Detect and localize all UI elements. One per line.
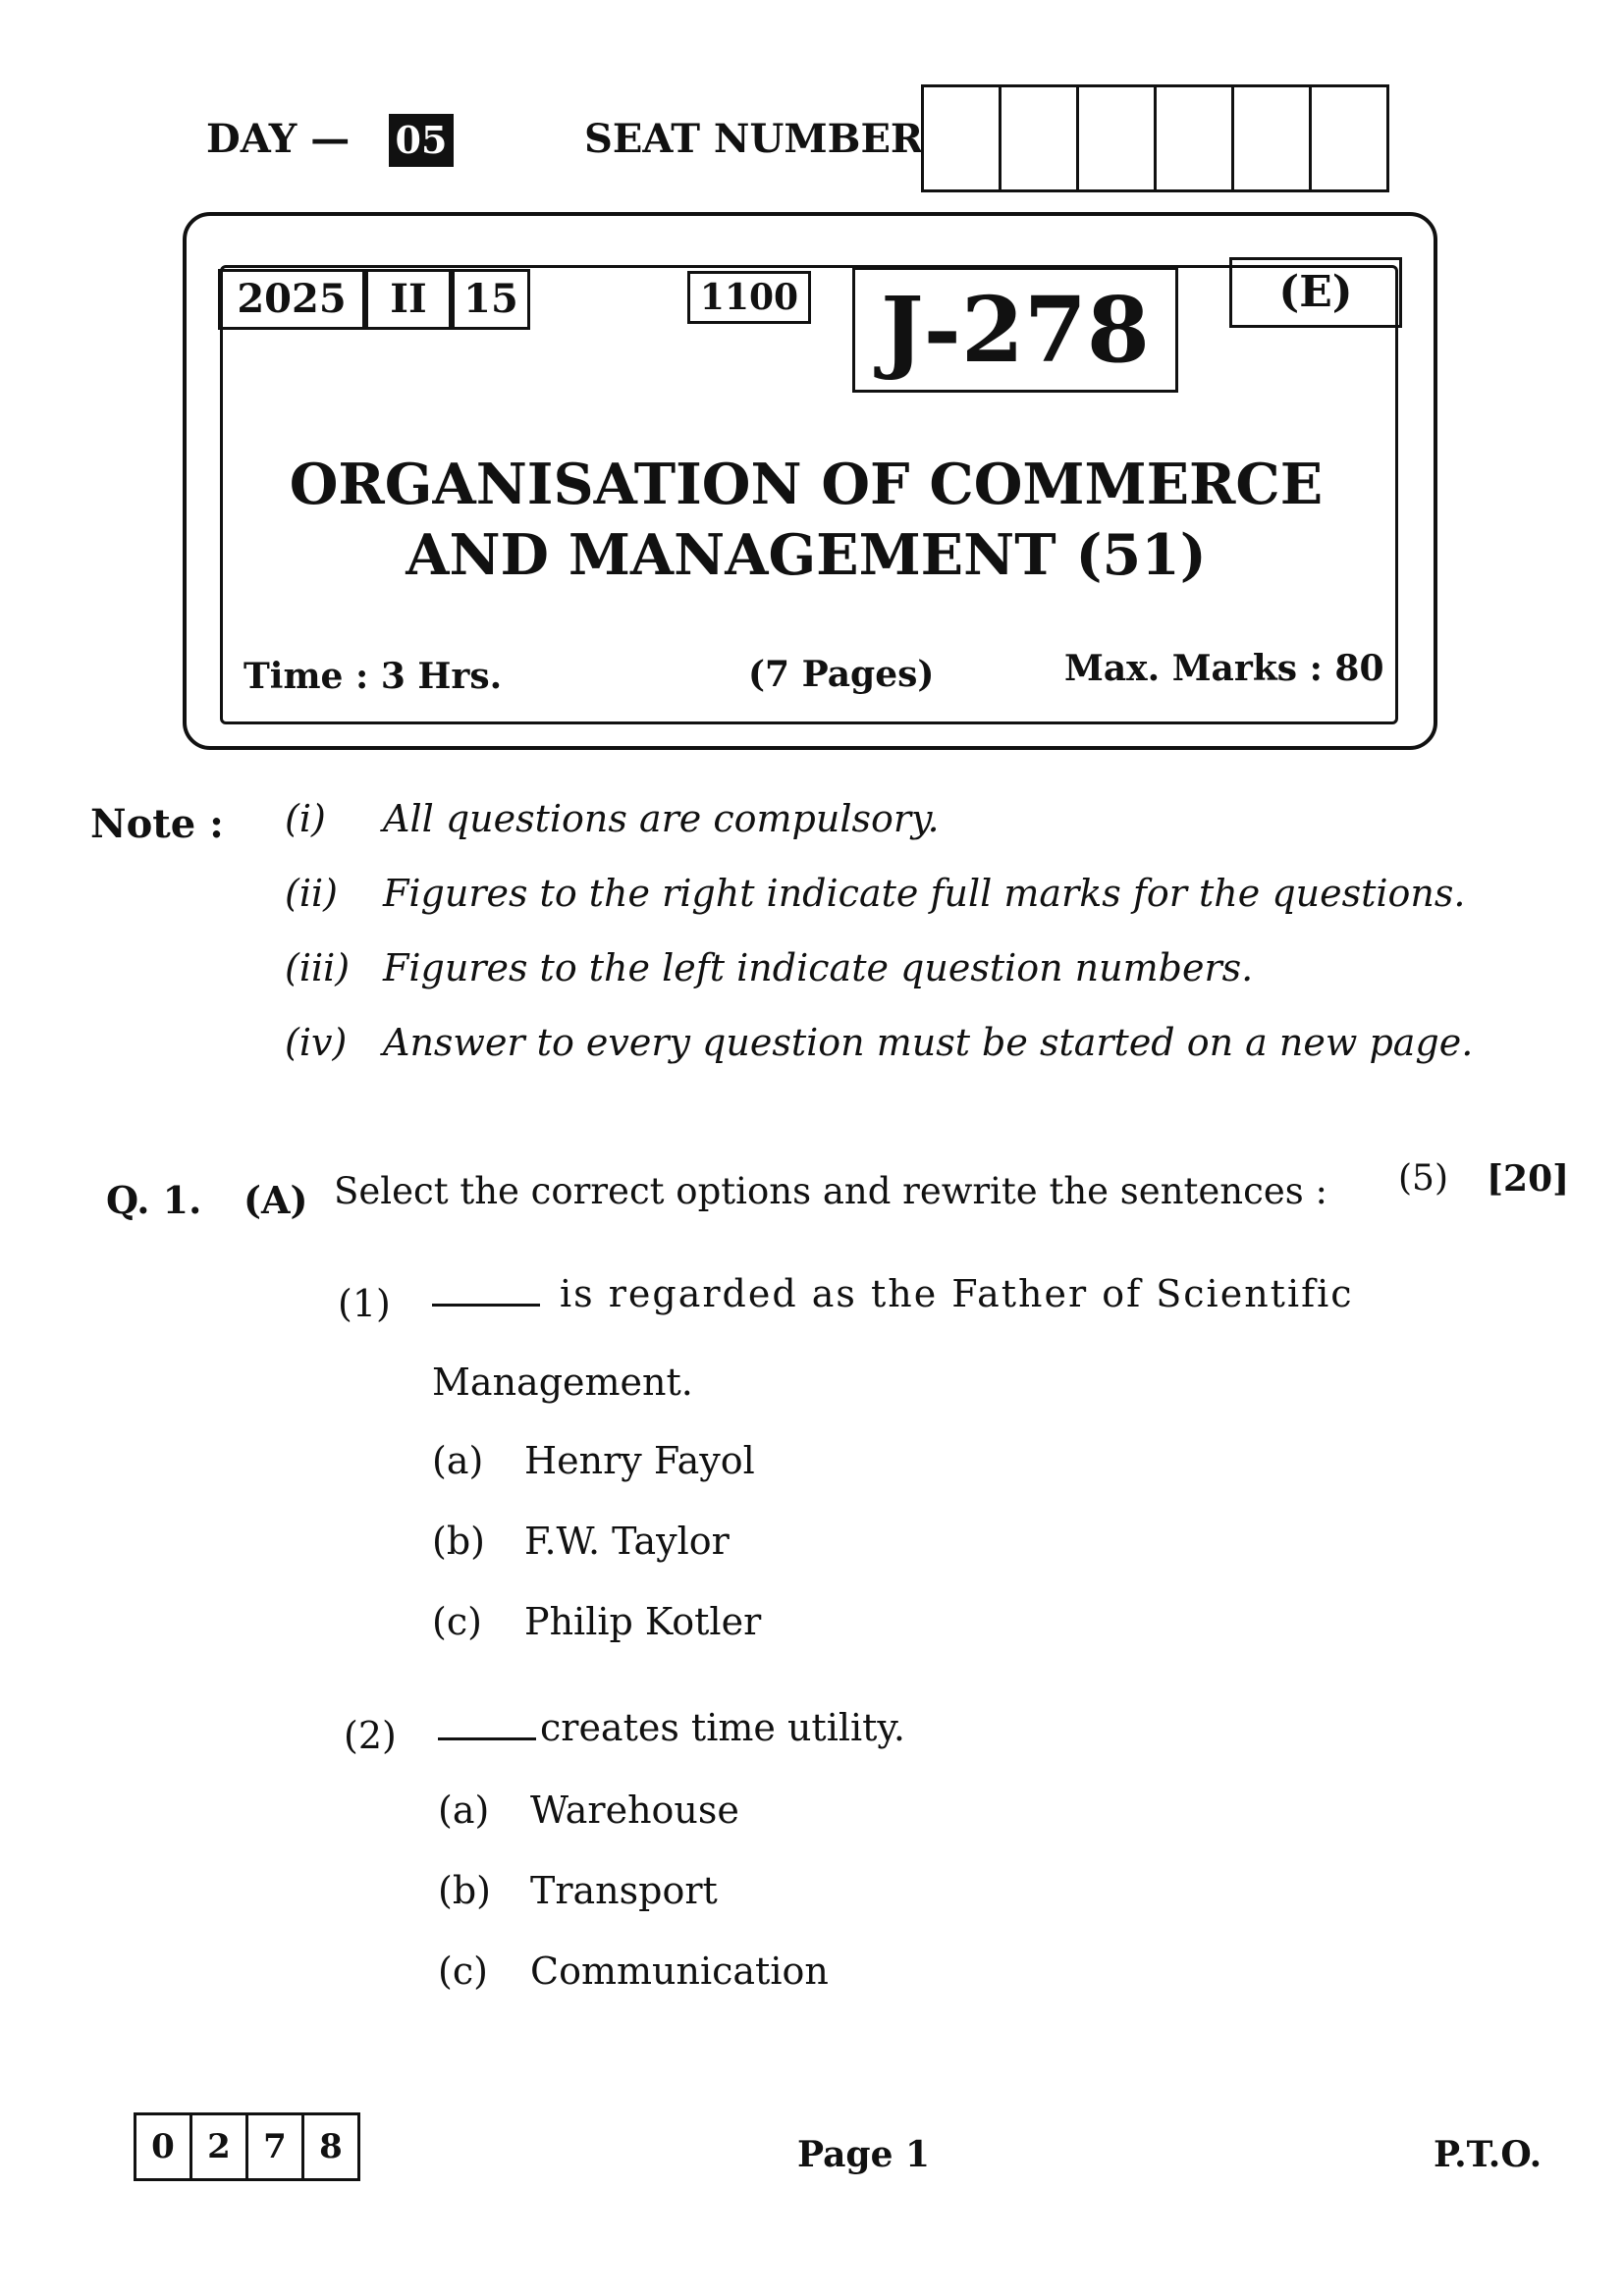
- option-text: Communication: [530, 1949, 829, 1993]
- paper-code-boxes: [134, 2112, 360, 2181]
- option-item: [438, 1869, 718, 1912]
- max-marks: Max. Marks : 80: [1064, 648, 1384, 689]
- seat-digit-box[interactable]: [1234, 87, 1312, 189]
- seat-digit-box[interactable]: [1157, 87, 1234, 189]
- part-marks: (5): [1398, 1158, 1448, 1199]
- option-letter: (a): [432, 1439, 484, 1482]
- center-code: 1100: [687, 271, 811, 324]
- option-item: [432, 1520, 730, 1563]
- sub-question-number: (1): [338, 1282, 391, 1325]
- option-letter: (a): [438, 1789, 490, 1832]
- exam-year: 2025: [218, 269, 365, 330]
- sub-question-text-line2: Management.: [432, 1361, 693, 1404]
- sub-question-text-line1: creates time utility.: [540, 1706, 905, 1749]
- paper-title: [220, 450, 1392, 591]
- note-label: Note :: [90, 801, 224, 847]
- paper-code: J-278: [852, 267, 1178, 393]
- option-text: F.W. Taylor: [524, 1520, 730, 1563]
- code-digit: 2: [192, 2115, 248, 2178]
- note-item: [285, 872, 1465, 931]
- note-item: [285, 1021, 1473, 1080]
- question-total-marks: [20]: [1487, 1158, 1570, 1200]
- seat-digit-box[interactable]: [1001, 87, 1079, 189]
- note-number: (ii): [285, 872, 338, 915]
- exam-time: Time : 3 Hrs.: [244, 656, 503, 697]
- option-text: Henry Fayol: [524, 1439, 755, 1482]
- option-letter: (c): [438, 1949, 488, 1993]
- note-number: (i): [285, 797, 326, 840]
- sub-question-number: (2): [344, 1714, 397, 1757]
- option-item: [432, 1600, 761, 1643]
- question-number: Q. 1.: [106, 1178, 202, 1222]
- sub-question-text: [438, 1706, 905, 1749]
- option-item: [438, 1789, 739, 1832]
- seat-number-boxes[interactable]: [921, 84, 1389, 192]
- note-text: Figures to the right indicate full marks for the questions.: [383, 872, 1466, 915]
- option-text: Philip Kotler: [524, 1600, 762, 1643]
- page-count: (7 Pages): [748, 654, 935, 695]
- note-text: Figures to the left indicate question numbers.: [383, 946, 1254, 989]
- note-number: (iii): [285, 946, 351, 989]
- note-item: [285, 946, 1253, 1005]
- note-text: Answer to every question must be started on a new page.: [383, 1021, 1474, 1064]
- exam-number: 15: [452, 269, 530, 330]
- option-item: [438, 1949, 829, 1993]
- option-letter: (b): [438, 1869, 491, 1912]
- answer-blank: [438, 1708, 536, 1740]
- option-letter: (c): [432, 1600, 482, 1643]
- paper-title-line2: AND MANAGEMENT (51): [406, 522, 1207, 588]
- sub-question-text: [432, 1272, 1354, 1315]
- option-item: [432, 1439, 755, 1482]
- code-digit: 8: [319, 2127, 343, 2166]
- code-digit: 7: [248, 2115, 304, 2178]
- option-text: Transport: [530, 1869, 718, 1912]
- option-letter: (b): [432, 1520, 485, 1563]
- sub-question-text-line1: is regarded as the Father of Scientific: [560, 1272, 1354, 1315]
- paper-language: (E): [1229, 257, 1402, 328]
- note-text: All questions are compulsory.: [383, 797, 940, 840]
- seat-number-label: SEAT NUMBER: [584, 116, 924, 162]
- question-instruction: Select the correct options and rewrite the sentences :: [334, 1170, 1327, 1212]
- code-digit: 0: [136, 2115, 192, 2178]
- seat-digit-box[interactable]: [1079, 87, 1157, 189]
- please-turn-over: P.T.O.: [1434, 2134, 1543, 2175]
- note-item: [285, 797, 940, 856]
- option-text: Warehouse: [530, 1789, 739, 1832]
- question-part: (A): [244, 1178, 308, 1222]
- note-number: (iv): [285, 1021, 348, 1064]
- paper-title-line1: ORGANISATION OF COMMERCE: [289, 452, 1324, 517]
- page-number: Page 1: [797, 2134, 931, 2175]
- day-label: DAY —: [206, 116, 351, 162]
- seat-digit-box[interactable]: [924, 87, 1001, 189]
- day-value: 05: [389, 114, 454, 167]
- exam-term: II: [365, 269, 452, 330]
- answer-blank: [432, 1274, 540, 1307]
- seat-digit-box[interactable]: [1312, 87, 1386, 189]
